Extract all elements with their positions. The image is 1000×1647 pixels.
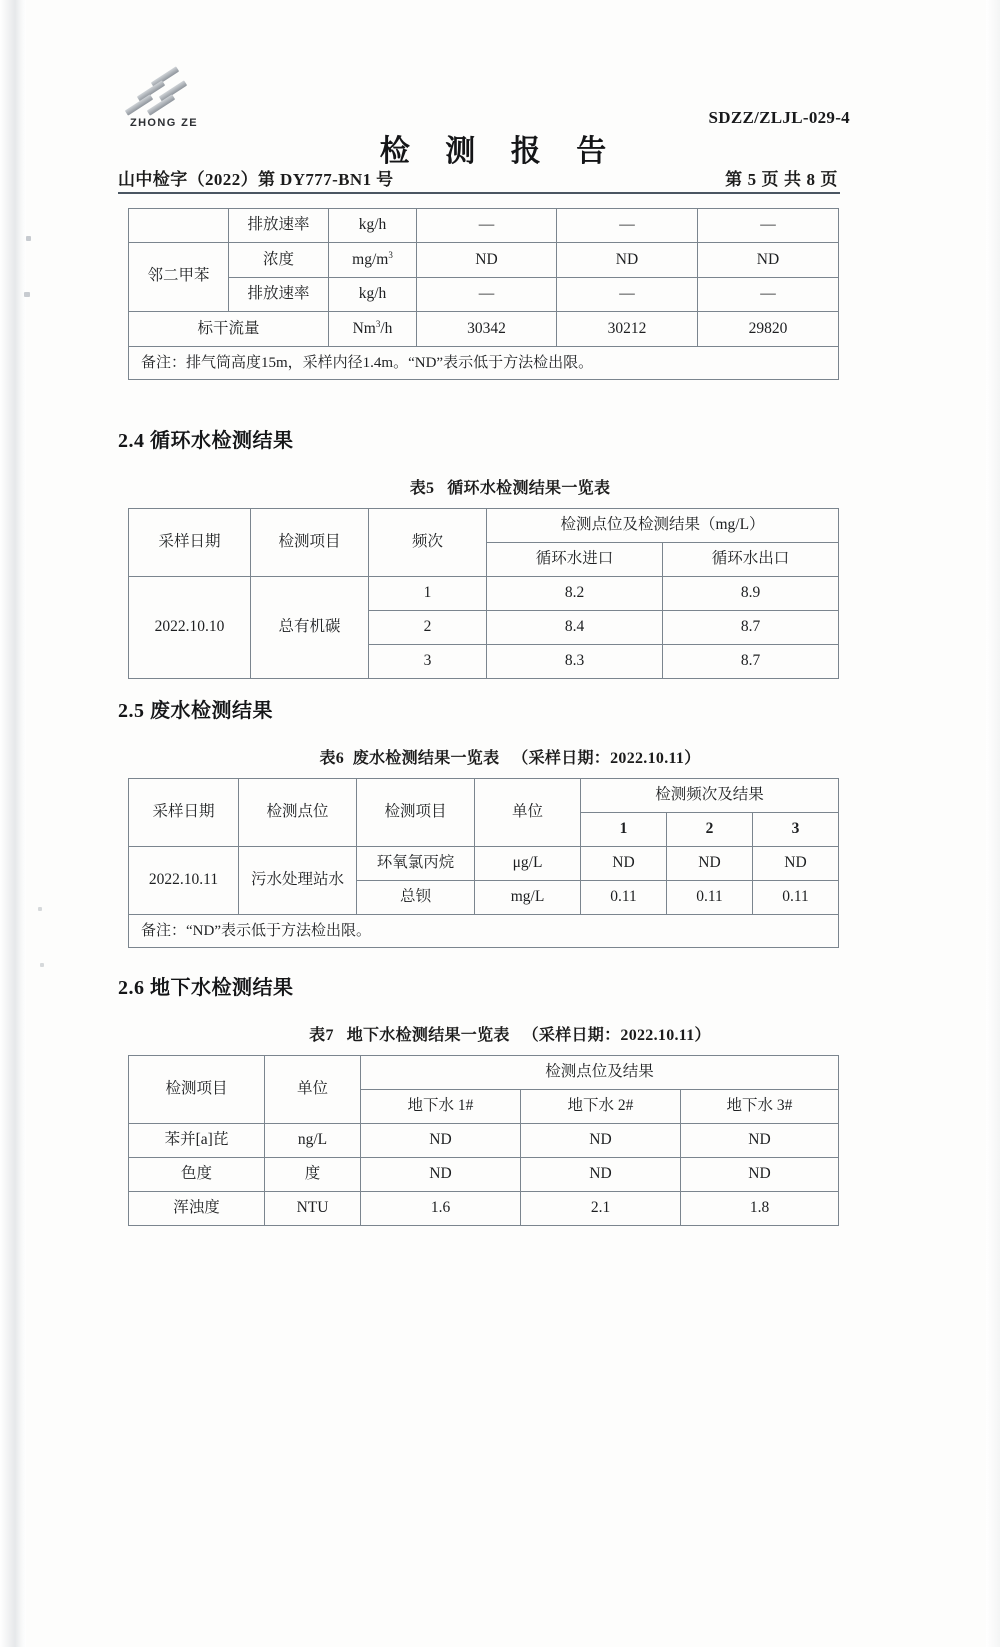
page-title: 检 测 报 告 xyxy=(379,135,621,168)
header-point-outlet: 循环水出口 xyxy=(663,542,839,576)
header-sampling-date: 采样日期 xyxy=(129,779,239,847)
wastewater-table xyxy=(128,778,839,948)
header-test-item: 检测项目 xyxy=(251,509,369,577)
header-sampling-date: 采样日期 xyxy=(129,509,251,577)
report-number: 山中检字（2022）第 DY777-BN1 号 xyxy=(118,170,394,189)
header-divider xyxy=(118,192,840,194)
header-unit: 单位 xyxy=(265,1056,361,1124)
cell-sampling-date: 2022.10.11 xyxy=(129,846,239,914)
cell-value-2: ND xyxy=(667,846,753,880)
cell-flow-value-3: 29820 xyxy=(698,311,839,346)
cell-flow-value-1: 30342 xyxy=(417,311,557,346)
document-header xyxy=(0,0,1000,168)
section-heading-2-6: 2.6 地下水检测结果 xyxy=(118,977,294,999)
cell-value-1: 1.6 xyxy=(361,1191,521,1225)
header-frequency-group: 检测频次及结果 xyxy=(581,779,839,813)
document-code: SDZZ/ZLJL-029-4 xyxy=(708,108,850,127)
cell-value-1: ND xyxy=(361,1157,521,1191)
cell-value-2: ND xyxy=(557,242,698,277)
cell-outlet-value: 8.7 xyxy=(663,610,839,644)
cell-value-3: — xyxy=(698,278,839,312)
header-point-group: 检测点位及结果 xyxy=(361,1056,839,1090)
report-subheader xyxy=(118,165,838,190)
cell-unit: μg/L xyxy=(475,846,581,880)
table-caption-6-date: （采样日期：2022.10.11） xyxy=(512,750,701,767)
cell-value-3: ND xyxy=(753,846,839,880)
header-point-1: 地下水 1# xyxy=(361,1089,521,1123)
header-frequency-3: 3 xyxy=(753,812,839,846)
cell-outlet-value: 8.7 xyxy=(663,644,839,678)
cell-item-name: 邻二甲苯 xyxy=(129,242,229,311)
cell-unit: ng/L xyxy=(265,1123,361,1157)
header-point-2: 地下水 2# xyxy=(521,1089,681,1123)
cell-value-2: — xyxy=(557,278,698,312)
table-row xyxy=(129,242,839,277)
table-row-note xyxy=(129,347,839,380)
cell-value-1: 0.11 xyxy=(581,880,667,914)
cell-test-item: 浑浊度 xyxy=(129,1191,265,1225)
cell-value-1: — xyxy=(417,209,557,243)
cell-flow-unit: Nm$^3$/h xyxy=(329,311,417,346)
cell-value-3: ND xyxy=(698,242,839,277)
cell-value-1: — xyxy=(417,278,557,312)
section-heading-2-4: 2.4 循环水检测结果 xyxy=(118,430,294,452)
cell-parameter: 浓度 xyxy=(229,242,329,277)
cell-test-item: 总钡 xyxy=(357,880,475,914)
table-row xyxy=(129,1123,839,1157)
table-row xyxy=(129,1157,839,1191)
cell-unit: NTU xyxy=(265,1191,361,1225)
table-header-row xyxy=(129,1056,839,1090)
table-caption-7-text: 地下水检测结果一览表 xyxy=(346,1027,510,1044)
header-point-inlet: 循环水进口 xyxy=(487,542,663,576)
cell-value-1: ND xyxy=(361,1123,521,1157)
section-heading-2-5: 2.5 废水检测结果 xyxy=(118,700,273,722)
header-frequency: 频次 xyxy=(369,509,487,577)
cell-frequency: 3 xyxy=(369,644,487,678)
cell-item-blank xyxy=(129,209,229,243)
cell-test-item: 色度 xyxy=(129,1157,265,1191)
table-caption-6-text: 废水检测结果一览表 xyxy=(352,750,500,767)
table-caption-5 xyxy=(0,475,1000,498)
cell-value-3: ND xyxy=(681,1123,839,1157)
header-unit: 单位 xyxy=(475,779,581,847)
header-frequency-2: 2 xyxy=(667,812,753,846)
cell-value-3: 1.8 xyxy=(681,1191,839,1225)
cell-unit: 度 xyxy=(265,1157,361,1191)
cell-test-item: 苯并[a]芘 xyxy=(129,1123,265,1157)
cell-sampling-point: 污水处理站水 xyxy=(239,846,357,914)
table-caption-7 xyxy=(0,1022,1000,1045)
circulating-water-table xyxy=(128,508,839,679)
header-test-item: 检测项目 xyxy=(129,1056,265,1124)
table-caption-6 xyxy=(0,745,1000,768)
table-caption-7-number: 表7 xyxy=(309,1027,334,1044)
cell-frequency: 2 xyxy=(369,610,487,644)
cell-value-2: ND xyxy=(521,1157,681,1191)
logo-diagonal-bars-icon xyxy=(124,72,198,114)
cell-sampling-date: 2022.10.10 xyxy=(129,576,251,678)
cell-value-2: ND xyxy=(521,1123,681,1157)
cell-unit: kg/h xyxy=(329,278,417,312)
table-row-flow xyxy=(129,311,839,346)
cell-outlet-value: 8.9 xyxy=(663,576,839,610)
cell-value-1: ND xyxy=(417,242,557,277)
table-row xyxy=(129,846,839,880)
table-caption-5-number: 表5 xyxy=(409,480,435,497)
table-caption-7-date: （采样日期：2022.10.11） xyxy=(522,1027,711,1044)
header-frequency-1: 1 xyxy=(581,812,667,846)
cell-note: 备注：排气筒高度15m，采样内径1.4m。“ND”表示低于方法检出限。 xyxy=(129,347,839,380)
cell-flow-value-2: 30212 xyxy=(557,311,698,346)
table-row xyxy=(129,576,839,610)
header-point-group: 检测点位及检测结果（mg/L） xyxy=(487,509,839,543)
cell-note: 备注：“ND”表示低于方法检出限。 xyxy=(129,914,839,947)
cell-parameter: 排放速率 xyxy=(229,278,329,312)
header-sampling-point: 检测点位 xyxy=(239,779,357,847)
groundwater-table xyxy=(128,1055,839,1226)
cell-unit: mg/L xyxy=(475,880,581,914)
cell-value-1: ND xyxy=(581,846,667,880)
cell-flow-label: 标干流量 xyxy=(129,311,329,346)
table-row xyxy=(129,1191,839,1225)
cell-value-2: 2.1 xyxy=(521,1191,681,1225)
air-emission-table xyxy=(128,208,839,380)
cell-inlet-value: 8.2 xyxy=(487,576,663,610)
cell-value-2: 0.11 xyxy=(667,880,753,914)
cell-test-item: 总有机碳 xyxy=(251,576,369,678)
cell-frequency: 1 xyxy=(369,576,487,610)
cell-test-item: 环氧氯丙烷 xyxy=(357,846,475,880)
cell-value-3: ND xyxy=(681,1157,839,1191)
table-header-row xyxy=(129,509,839,543)
cell-value-3: 0.11 xyxy=(753,880,839,914)
cell-parameter: 排放速率 xyxy=(229,209,329,243)
page-number: 第 5 页 共 8 页 xyxy=(725,170,838,189)
cell-inlet-value: 8.4 xyxy=(487,610,663,644)
cell-unit: kg/h xyxy=(329,209,417,243)
cell-value-3: — xyxy=(698,209,839,243)
cell-inlet-value: 8.3 xyxy=(487,644,663,678)
table-row xyxy=(129,278,839,312)
table-row-note xyxy=(129,914,839,947)
table-caption-5-text: 循环水检测结果一览表 xyxy=(447,480,611,497)
cell-unit: $mg/m^3$ xyxy=(329,242,417,277)
cell-value-2: — xyxy=(557,209,698,243)
logo-wordmark: ZHONG ZE xyxy=(129,117,199,129)
table-row xyxy=(129,209,839,243)
header-test-item: 检测项目 xyxy=(357,779,475,847)
header-point-3: 地下水 3# xyxy=(681,1089,839,1123)
table-header-row xyxy=(129,779,839,813)
table-caption-6-number: 表6 xyxy=(319,750,345,767)
